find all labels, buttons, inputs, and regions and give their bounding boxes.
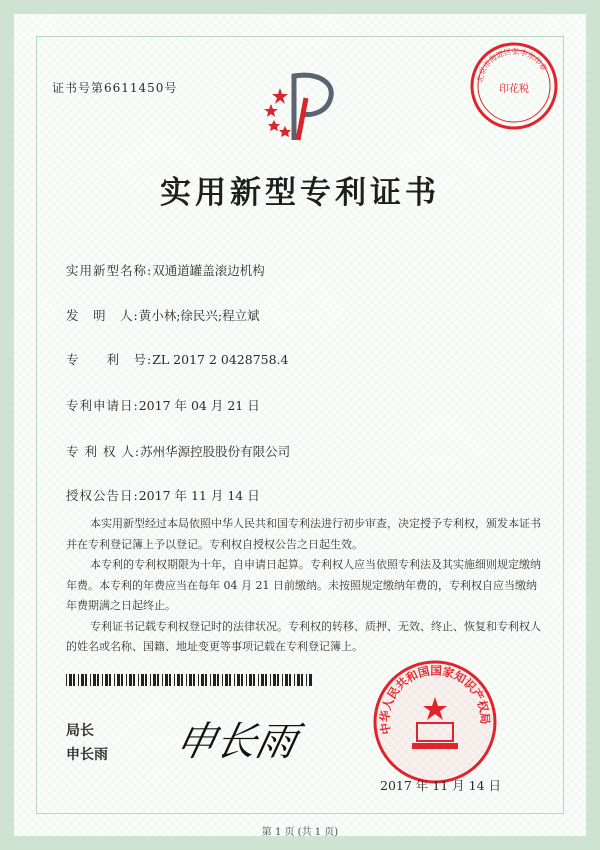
patent-office-logo: [258, 68, 340, 144]
field-label: 发 明 人:: [66, 308, 139, 323]
barcode-bar: [129, 674, 132, 686]
logo-star: [279, 126, 291, 137]
field-value: ZL 2017 2 0428758.4: [152, 352, 289, 367]
field-utility-name: [66, 261, 265, 279]
emblem-base: [412, 743, 458, 749]
barcode-bar: [198, 674, 199, 686]
barcode-bar: [174, 674, 175, 686]
barcode-bar: [241, 674, 243, 686]
director-name: 申长雨: [66, 747, 108, 763]
field-application-date: [66, 396, 260, 414]
barcode-bar: [225, 674, 228, 686]
field-label: 授权公告日:: [66, 488, 139, 503]
barcode-bar: [301, 674, 303, 686]
page-number: 第 1 页 (共 1 页): [261, 827, 339, 838]
certificate-title: 实用新型专利证书: [160, 175, 440, 211]
barcode-bar: [261, 674, 264, 686]
barcode-bar: [282, 674, 283, 686]
barcode-bar: [133, 674, 135, 686]
barcode-bar: [277, 674, 279, 686]
barcode-bar: [213, 674, 216, 686]
barcode-bar: [121, 674, 123, 686]
barcode-bar: [253, 674, 255, 686]
barcode-bar: [93, 674, 96, 686]
field-value: 苏州华源控股股份有限公司: [140, 444, 291, 459]
signature-text: 申长雨: [171, 717, 302, 765]
field-patent-number: [66, 350, 289, 368]
barcode-bar: [105, 674, 108, 686]
barcode-bar: [201, 674, 204, 686]
barcode-bar: [229, 674, 231, 686]
field-value: 黄小林;徐民兴;程立斌: [138, 308, 260, 323]
body-paragraph: 专利证书记载专利权登记时的法律状况。专利权的转移、质押、无效、终止、恢复和专利权人的姓名或名称、国籍、地址变更等事项记载在专利登记簿上。: [66, 619, 541, 653]
director-title: 局长: [66, 723, 94, 739]
barcode-bar: [265, 674, 267, 686]
field-patentee: [66, 442, 290, 460]
barcode-bar: [222, 674, 223, 686]
barcode-bar: [289, 674, 291, 686]
certificate-number: 证书号第6611450号: [52, 81, 178, 95]
barcode-bar: [97, 674, 99, 686]
field-label: 专 利 号:: [66, 352, 153, 367]
tax-seal-center: 印花税: [499, 84, 529, 95]
certificate-body: [66, 514, 542, 658]
director-signature: [166, 705, 306, 775]
barcode-bar: [270, 674, 271, 686]
barcode-bar: [138, 674, 139, 686]
barcode-bar: [181, 674, 183, 686]
barcode-bar: [189, 674, 192, 686]
barcode-bar: [234, 674, 235, 686]
barcode-bar: [109, 674, 111, 686]
logo-star: [272, 88, 288, 104]
barcode-bar: [294, 674, 295, 686]
barcode-bar: [217, 674, 219, 686]
barcode-bar: [90, 674, 91, 686]
barcode-bar: [69, 674, 72, 686]
barcode-bar: [246, 674, 247, 686]
barcode-bar: [306, 674, 307, 686]
barcode-bar: [297, 674, 300, 686]
tax-seal: [468, 40, 560, 132]
field-inventors: [66, 306, 260, 324]
barcode-bar: [193, 674, 195, 686]
barcode-bar: [205, 674, 207, 686]
office-seal: [372, 659, 498, 785]
barcode-bar: [186, 674, 187, 686]
barcode-bar: [249, 674, 252, 686]
barcode-bar: [117, 674, 120, 686]
barcode: [66, 674, 314, 686]
barcode-bar: [157, 674, 159, 686]
field-value: 2017 年 11 月 14 日: [138, 488, 260, 503]
barcode-bar: [285, 674, 288, 686]
field-grant-date: [66, 486, 260, 504]
barcode-bar: [78, 674, 79, 686]
barcode-bar: [165, 674, 168, 686]
barcode-bar: [66, 674, 67, 686]
barcode-bar: [309, 674, 312, 686]
field-value: 2017 年 04 月 21 日: [138, 398, 260, 413]
barcode-bar: [114, 674, 115, 686]
barcode-bar: [177, 674, 180, 686]
barcode-bar: [85, 674, 87, 686]
field-value: 双通道罐盖滚边机构: [152, 263, 265, 278]
barcode-bar: [150, 674, 151, 686]
logo-star: [264, 104, 278, 117]
field-label: 实用新型名称:: [66, 263, 153, 278]
barcode-bar: [73, 674, 75, 686]
issue-date: 2017 年 11 月 14 日: [380, 778, 501, 793]
barcode-bar: [237, 674, 240, 686]
office-seal-text: 中华人民共和国国家知识产权局: [377, 663, 493, 736]
barcode-bar: [145, 674, 147, 686]
barcode-bar: [273, 674, 276, 686]
barcode-bar: [258, 674, 259, 686]
field-label: 专 利 权 人:: [66, 444, 141, 459]
tax-seal-text: 北京市海淀区张李东印章: [475, 46, 549, 84]
barcode-bar: [162, 674, 163, 686]
logo-red-stroke: [298, 98, 306, 140]
barcode-bar: [81, 674, 84, 686]
barcode-bar: [169, 674, 171, 686]
body-paragraph: 本实用新型经过本局依照中华人民共和国专利法进行初步审查，决定授予专利权，颁发本证书并在专利登记簿上予以登记。专利权自授权公告之日起生效。: [66, 517, 541, 551]
barcode-bar: [102, 674, 103, 686]
barcode-bar: [126, 674, 127, 686]
logo-star: [268, 120, 280, 131]
field-label: 专利申请日:: [66, 398, 139, 413]
body-paragraph: 本专利的专利权期限为十年，自申请日起算。专利权人应当依照专利法及其实施细则规定缴纳年费。本专利的年费应当在每年 04 月 21 日前缴纳。未按照规定缴纳年费的，专利权自应当缴纳年费期满之日起终止。: [66, 558, 541, 612]
barcode-bar: [153, 674, 156, 686]
barcode-bar: [210, 674, 211, 686]
barcode-bar: [141, 674, 144, 686]
